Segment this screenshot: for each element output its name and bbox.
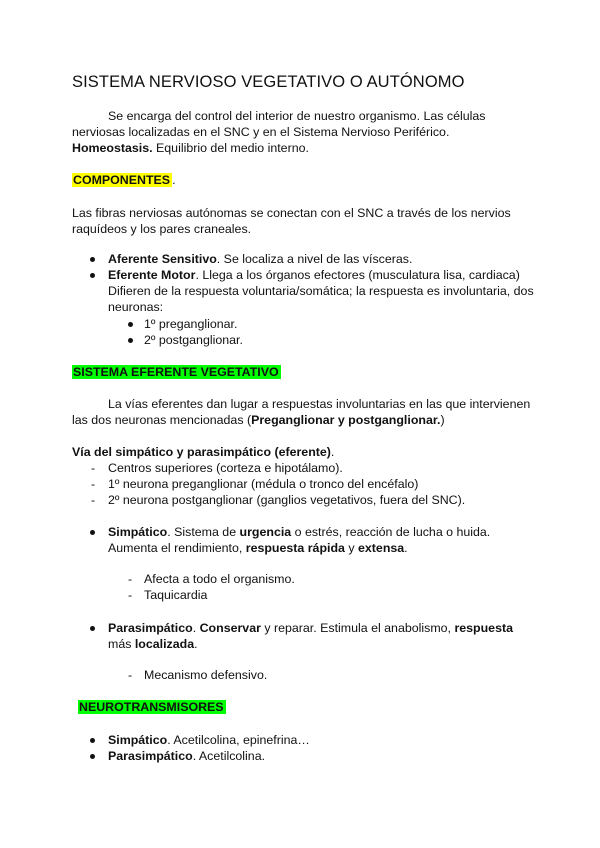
bullet-eferente xyxy=(90,273,95,278)
eferente-heading: SISTEMA EFERENTE VEGETATIVO xyxy=(73,365,279,379)
neuro-heading: NEUROTRANSMISORES xyxy=(79,700,224,714)
simpatico-item-1: Afecta a todo el organismo. xyxy=(144,572,295,586)
simpatico-item-2: Taquicardia xyxy=(144,588,208,602)
dash-via-3: - xyxy=(91,493,96,507)
intro-line-2: nerviosas localizadas en el SNC y en el Sistema Nervioso Periférico. xyxy=(72,125,450,139)
parasimpatico-line-1: Parasimpático. Conservar y reparar. Estimula el anabolismo, respuesta xyxy=(108,621,513,635)
componentes-p2: raquídeos y los pares craneales. xyxy=(72,222,252,236)
neuro-parasimpatico-line: Parasimpático. Acetilcolina. xyxy=(108,749,266,763)
parasimpatico-item-1: Mecanismo defensivo. xyxy=(144,668,268,682)
neuro-heading-line xyxy=(78,699,226,715)
componentes-heading: COMPONENTES xyxy=(73,173,171,187)
dash-via-1: - xyxy=(91,461,96,475)
componentes-heading-line: COMPONENTES . xyxy=(73,173,176,187)
sub-item-2: 2º postganglionar. xyxy=(144,333,243,347)
dash-parasimpatico-1: - xyxy=(128,668,133,682)
via-heading: Vía del simpático y parasimpático (eferente) xyxy=(72,445,331,459)
via-item-1: Centros superiores (corteza e hipotálamo). xyxy=(108,461,343,475)
bullet-neuro-simpatico xyxy=(90,738,95,743)
via-item-3: 2º neurona postganglionar (ganglios vegetativos, fuera del SNC). xyxy=(108,493,466,507)
bullet-simpatico xyxy=(90,530,95,535)
bullet-sub-2 xyxy=(128,338,133,343)
eferente-line-2: Difieren de la respuesta voluntaria/somática; la respuesta es involuntaria, dos xyxy=(108,284,534,298)
homeostasis-line xyxy=(72,140,309,156)
eferente-p2: las dos neuronas mencionadas (Preganglionar y postganglionar.) xyxy=(72,413,445,427)
eferente-line: Eferente Motor. Llega a los órganos efectores (musculatura lisa, cardiaca) xyxy=(108,268,520,282)
simpatico-line-1: Simpático. Sistema de urgencia o estrés, reacción de lucha o huida. xyxy=(108,525,491,539)
sub-item-1: 1º preganglionar. xyxy=(144,317,238,331)
homeostasis-label: Homeostasis. xyxy=(72,141,153,155)
homeostasis-text: Equilibrio del medio interno. xyxy=(152,141,309,155)
eferente-line-3: neuronas: xyxy=(108,300,164,314)
dash-simpatico-2: - xyxy=(128,588,133,602)
neuro-simpatico-line: Simpático. Acetilcolina, epinefrina… xyxy=(108,733,310,747)
bullet-neuro-parasimpatico xyxy=(90,754,95,759)
via-heading-line: Vía del simpático y parasimpático (eferente). xyxy=(72,445,335,459)
bullet-parasimpatico xyxy=(90,626,95,631)
eferente-p1: La vías eferentes dan lugar a respuestas involuntarias en las que intervienen xyxy=(108,397,531,411)
bullet-aferente xyxy=(90,257,95,262)
simpatico-line-2: Aumenta el rendimiento, respuesta rápida y extensa. xyxy=(108,541,408,555)
eferente-heading-line xyxy=(72,364,281,380)
componentes-p1: Las fibras nerviosas autónomas se conectan con el SNC a través de los nervios xyxy=(72,206,511,220)
page-title: SISTEMA NERVIOSO VEGETATIVO O AUTÓNOMO xyxy=(72,73,465,91)
aferente-line: Aferente Sensitivo. Se localiza a nivel de las vísceras. xyxy=(108,252,413,266)
intro-line-1: Se encarga del control del interior de nuestro organismo. Las células xyxy=(108,109,486,123)
via-item-2: 1º neurona preganglionar (médula o tronco del encéfalo) xyxy=(108,477,419,491)
dash-simpatico-1: - xyxy=(128,572,133,586)
bullet-sub-1 xyxy=(128,322,133,327)
dash-via-2: - xyxy=(91,477,96,491)
parasimpatico-line-2: más localizada. xyxy=(108,637,198,651)
